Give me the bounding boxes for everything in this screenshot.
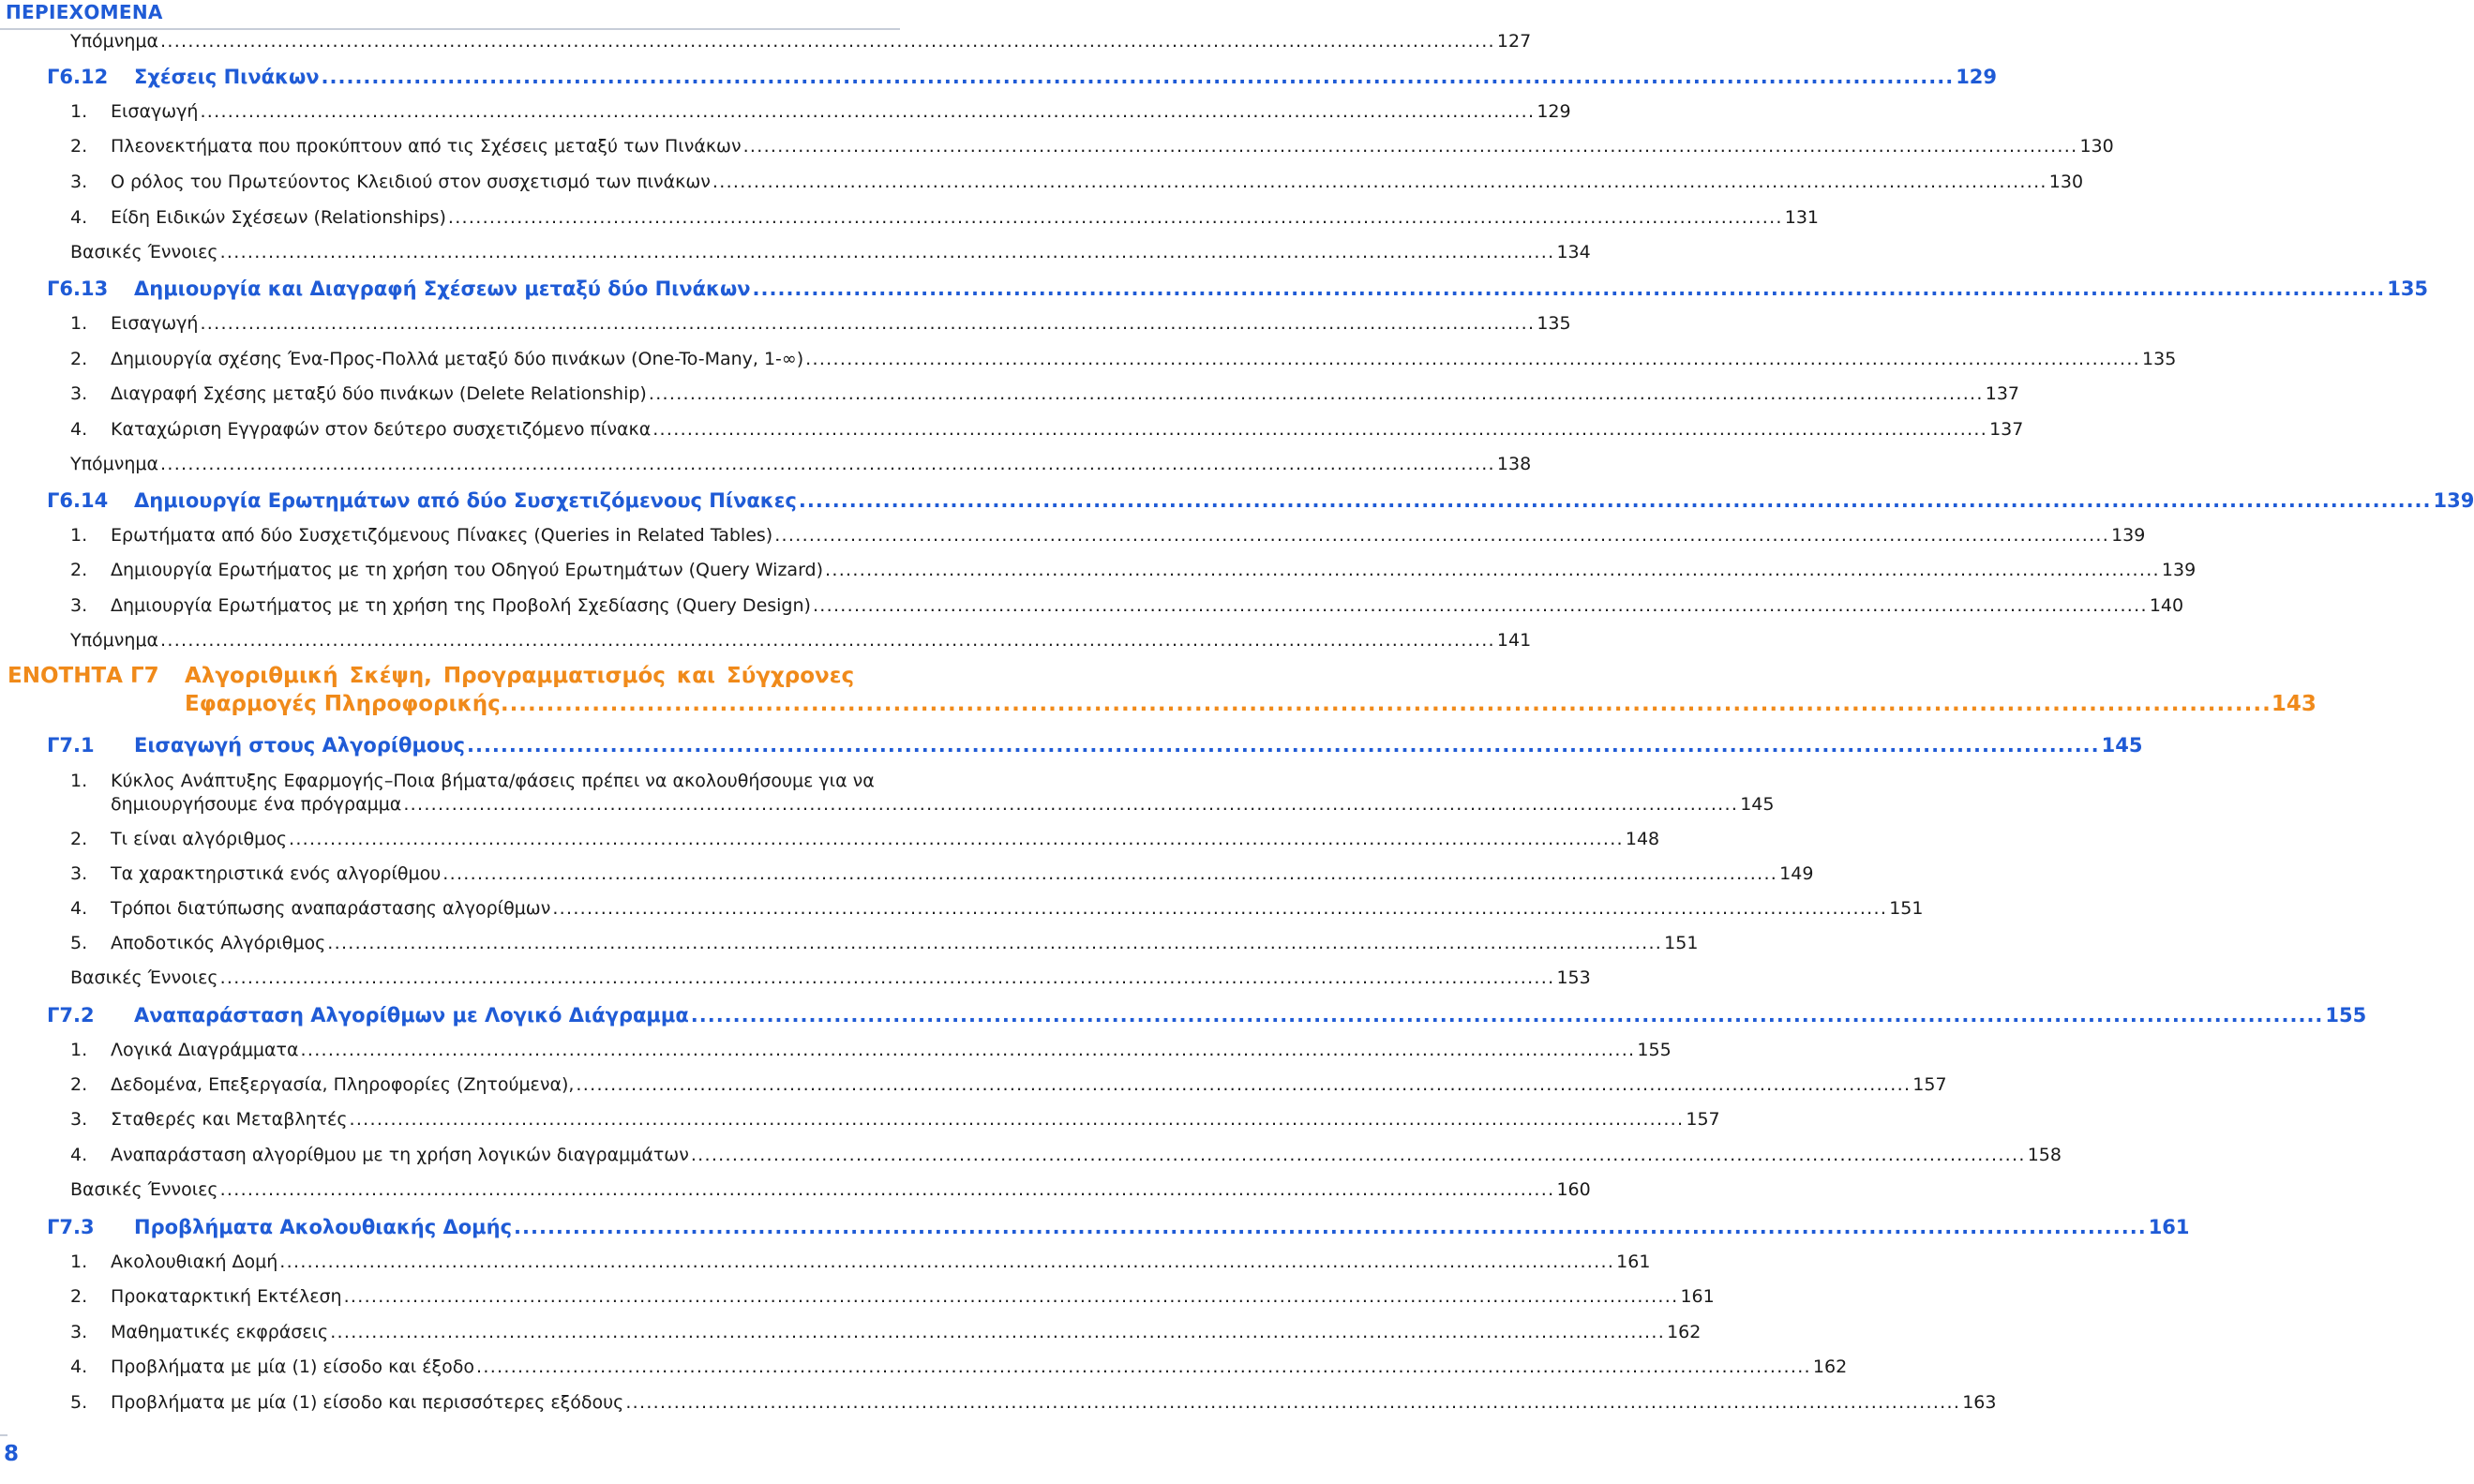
toc-item[interactable] (70, 1145, 2062, 1165)
toc-item-title: Πλεονεκτήματα που προκύπτουν από τις Σχέσεις μεταξύ των Πινάκων (111, 136, 742, 157)
toc-item-title-line2: δημιουργήσουμε ένα πρόγραμμα (111, 794, 402, 815)
toc-item[interactable] (70, 933, 1699, 953)
toc-page-number: 138 (1496, 454, 1532, 474)
toc-item[interactable] (70, 898, 1924, 919)
toc-item[interactable] (70, 1074, 1947, 1095)
leader-dots: .................................................................................................................................................................................................. (742, 136, 2078, 157)
chapter-title: Εισαγωγή στους Αλγορίθμους (134, 734, 465, 757)
toc-page-number: 139 (2161, 560, 2197, 580)
chapter-title: Δημιουργία και Διαγραφή Σχέσεων μεταξύ δύο Πινάκων (134, 277, 751, 300)
leader-dots: .................................................................................................................................................................................................. (514, 1216, 2147, 1238)
toc-item-title: Διαγραφή Σχέσης μεταξύ δύο πινάκων (Delete Relationship) (111, 383, 647, 404)
toc-page-number: 148 (1625, 829, 1660, 849)
toc-page-number: 157 (1912, 1074, 1947, 1095)
toc-item-title: Υπόμνημα (70, 31, 159, 52)
toc-page-number: 160 (1556, 1179, 1591, 1200)
leader-dots: .................................................................................................................................................................................................. (300, 1040, 1636, 1060)
toc-item-title: Βασικές Έννοιες (70, 242, 218, 262)
toc-page-number: 139 (2111, 525, 2146, 546)
leader-dots: .................................................................................................................................................................................................. (219, 242, 1555, 262)
toc-chapter-heading[interactable] (47, 734, 2143, 757)
toc-page-number: 130 (2079, 136, 2114, 157)
toc-item-number: 4. (70, 1145, 88, 1165)
toc-page-number: 135 (1537, 313, 1571, 334)
leader-dots: .................................................................................................................................................................................................. (200, 101, 1536, 122)
leader-dots: .................................................................................................................................................................................................. (160, 31, 1495, 52)
toc-item-title: Τα χαρακτηριστικά ενός αλγορίθμου (111, 863, 442, 884)
toc-item-number: 1. (70, 101, 88, 122)
unit-page-number: 143 (2271, 692, 2317, 716)
toc-page-number: 161 (1680, 1286, 1715, 1307)
toc-entry[interactable] (70, 1179, 1591, 1200)
toc-item-number: 3. (70, 1322, 88, 1342)
toc-item-number: 4. (70, 898, 88, 919)
toc-entry[interactable] (70, 630, 1532, 651)
toc-item-title: Είδη Ειδικών Σχέσεων (Relationships) (111, 207, 446, 228)
leader-dots: .................................................................................................................................................................................................. (552, 898, 1888, 919)
toc-item-title: Λογικά Διαγράμματα (111, 1040, 299, 1060)
toc-item-title: Δημιουργία σχέσης Ένα-Προς-Πολλά μεταξύ δύο πινάκων (One-To-Many, 1-∞) (111, 349, 804, 369)
leader-dots: .................................................................................................................................................................................................. (442, 863, 1778, 884)
leader-dots: .................................................................................................................................................................................................. (476, 1357, 1811, 1377)
unit-title-line1[interactable]: Αλγοριθμική Σκέψη, Προγραμματισμός και Σύγχρονες (185, 664, 855, 688)
chapter-number: Γ7.2 (47, 1004, 95, 1027)
unit-leader-dots: .................................................................................................................................................................................................. (500, 692, 2272, 716)
toc-item-number: 4. (70, 1357, 88, 1377)
toc-item-title: Ο ρόλος του Πρωτεύοντος Κλειδιού στον συσχετισμό των πινάκων (111, 172, 711, 192)
page-header (0, 0, 900, 30)
toc-item[interactable] (70, 1392, 1997, 1413)
toc-page-number: 155 (1637, 1040, 1672, 1060)
toc-item-title: Βασικές Έννοιες (70, 1179, 218, 1200)
toc-page-number: 130 (2048, 172, 2084, 192)
toc-page-number: 145 (1740, 794, 1775, 815)
chapter-number: Γ6.12 (47, 66, 109, 88)
toc-item-number: 3. (70, 172, 88, 192)
chapter-number: Γ7.3 (47, 1216, 95, 1238)
leader-dots: .................................................................................................................................................................................................. (825, 560, 2160, 580)
leader-dots: .................................................................................................................................................................................................. (279, 1252, 1615, 1272)
toc-item-title: Δημιουργία Ερωτήματος με τη χρήση του Οδηγού Ερωτημάτων (Query Wizard) (111, 560, 824, 580)
toc-page-number: 135 (2142, 349, 2177, 369)
leader-dots: .................................................................................................................................................................................................. (805, 349, 2141, 369)
leader-dots: .................................................................................................................................................................................................. (321, 66, 1955, 88)
toc-item-title: Βασικές Έννοιες (70, 967, 218, 988)
toc-item[interactable] (70, 419, 2024, 440)
toc-page-number: 135 (2387, 277, 2429, 300)
toc-entry[interactable] (70, 454, 1532, 474)
toc-item-number: 1. (70, 313, 88, 334)
toc-item-number: 5. (70, 1392, 88, 1413)
toc-item-title: Μαθηματικές εκφράσεις (111, 1322, 329, 1342)
toc-item[interactable] (70, 1252, 1651, 1272)
toc-item-title: Υπόμνημα (70, 630, 159, 651)
toc-item-number: 2. (70, 349, 88, 369)
toc-item[interactable] (70, 101, 1571, 122)
toc-item-title: Αναπαράσταση αλγορίθμου με τη χρήση λογικών διαγραμμάτων (111, 1145, 689, 1165)
leader-dots: .................................................................................................................................................................................................. (466, 734, 2100, 757)
toc-item-title: Εισαγωγή (111, 101, 199, 122)
toc-item-number: 1. (70, 525, 88, 546)
leader-dots: .................................................................................................................................................................................................. (160, 454, 1495, 474)
chapter-title: Αναπαράσταση Αλγορίθμων με Λογικό Διάγραμμα (134, 1004, 689, 1027)
toc-page-number: 161 (2148, 1216, 2190, 1238)
toc-item[interactable] (70, 349, 2177, 369)
toc-item[interactable] (70, 525, 2146, 546)
toc-page-number: 151 (1664, 933, 1699, 953)
toc-page-number: 127 (1496, 31, 1532, 52)
leader-dots: .................................................................................................................................................................................................. (648, 383, 1984, 404)
toc-item-number: 5. (70, 933, 88, 953)
toc-item[interactable] (70, 1322, 1702, 1342)
toc-item-title: Προκαταρκτική Εκτέλεση (111, 1286, 342, 1307)
leader-dots: .................................................................................................................................................................................................. (752, 277, 2386, 300)
leader-dots: .................................................................................................................................................................................................. (774, 525, 2110, 546)
toc-item-title: Ακολουθιακή Δομή (111, 1252, 278, 1272)
toc-item[interactable] (70, 1286, 1715, 1307)
toc-chapter-heading[interactable] (47, 66, 1998, 88)
toc-page-number: 137 (1985, 383, 2019, 404)
leader-dots: .................................................................................................................................................................................................. (690, 1145, 2026, 1165)
unit-title-line2-text: Εφαρμογές Πληροφορικής (185, 692, 501, 716)
toc-item-title: Σταθερές και Μεταβλητές (111, 1109, 348, 1130)
chapter-number: Γ6.14 (47, 489, 109, 512)
leader-dots: .................................................................................................................................................................................................. (576, 1074, 1912, 1095)
footer-rule (0, 1434, 7, 1436)
toc-item-number: 2. (70, 829, 88, 849)
page-number: 8 (4, 1442, 20, 1466)
leader-dots: .................................................................................................................................................................................................. (798, 489, 2432, 512)
leader-dots: .................................................................................................................................................................................................. (447, 207, 1783, 228)
toc-item-number: 4. (70, 419, 88, 440)
toc-item-title: Εισαγωγή (111, 313, 199, 334)
toc-item-number: 1. (70, 1252, 88, 1272)
page-title: ΠΕΡΙΕΧΟΜΕΝΑ (6, 1, 163, 23)
toc-item-number: 1. (70, 1040, 88, 1060)
chapter-number: Γ7.1 (47, 734, 95, 757)
toc-page-number: 137 (1989, 419, 2024, 440)
toc-item-title-line1: Κύκλος Ανάπτυξης Εφαρμογής–Ποια βήματα/φάσεις πρέπει να ακολουθήσουμε για να (111, 771, 875, 791)
chapter-title: Προβλήματα Ακολουθιακής Δομής (134, 1216, 513, 1238)
leader-dots: .................................................................................................................................................................................................. (343, 1286, 1679, 1307)
toc-item[interactable] (70, 829, 1660, 849)
leader-dots: .................................................................................................................................................................................................. (625, 1392, 1961, 1413)
toc-page-number: 153 (1556, 967, 1591, 988)
toc-item-title: Αποδοτικός Αλγόριθμος (111, 933, 326, 953)
leader-dots: .................................................................................................................................................................................................. (652, 419, 1988, 440)
leader-dots: .................................................................................................................................................................................................. (349, 1109, 1685, 1130)
toc-page-number: 149 (1779, 863, 1814, 884)
toc-page-number: 162 (1812, 1357, 1848, 1377)
leader-dots: .................................................................................................................................................................................................. (690, 1004, 2324, 1027)
toc-chapter-heading[interactable] (47, 1216, 2190, 1238)
toc-item-title: Τι είναι αλγόριθμος (111, 829, 287, 849)
toc-item-title: Προβλήματα με μία (1) είσοδο και περισσότερες εξόδους (111, 1392, 624, 1413)
toc-item-title-line2-row (111, 794, 1775, 815)
toc-item-title: Καταχώριση Εγγραφών στον δεύτερο συσχετιζόμενο πίνακα (111, 419, 652, 440)
toc-item-title: Υπόμνημα (70, 454, 159, 474)
toc-page-number: 151 (1889, 898, 1924, 919)
toc-item-title: Ερωτήματα από δύο Συσχετιζόμενους Πίνακες (Queries in Related Tables) (111, 525, 773, 546)
toc-item-number: 2. (70, 1286, 88, 1307)
toc-chapter-heading[interactable] (47, 277, 2429, 300)
toc-item-number: 1. (70, 771, 88, 791)
toc-item-title: Δημιουργία Ερωτήματος με τη χρήση της Προβολή Σχεδίασης (Query Design) (111, 595, 811, 616)
chapter-number: Γ6.13 (47, 277, 109, 300)
toc-page-number: 157 (1686, 1109, 1720, 1130)
toc-chapter-heading[interactable] (47, 489, 2474, 512)
toc-page-number: 163 (1962, 1392, 1997, 1413)
toc-item[interactable] (70, 207, 1820, 228)
toc-chapter-heading[interactable] (47, 1004, 2367, 1027)
toc-page-number: 139 (2433, 489, 2474, 512)
toc-item-number: 4. (70, 207, 88, 228)
leader-dots: .................................................................................................................................................................................................. (200, 313, 1536, 334)
toc-entry[interactable] (70, 31, 1532, 52)
toc-item[interactable] (70, 595, 2184, 616)
leader-dots: .................................................................................................................................................................................................. (330, 1322, 1666, 1342)
toc-page-number: 162 (1667, 1322, 1702, 1342)
leader-dots: .................................................................................................................................................................................................. (712, 172, 2047, 192)
toc-page-number: 141 (1496, 630, 1532, 651)
toc-item[interactable] (70, 560, 2197, 580)
toc-item-number: 3. (70, 1109, 88, 1130)
toc-item[interactable] (70, 313, 1571, 334)
toc-item[interactable] (70, 1040, 1672, 1060)
toc-page-number: 129 (1956, 66, 1998, 88)
chapter-title: Σχέσεις Πινάκων (134, 66, 320, 88)
toc-page-number: 129 (1537, 101, 1571, 122)
toc-page-number: 161 (1616, 1252, 1651, 1272)
leader-dots: .................................................................................................................................................................................................. (160, 630, 1495, 651)
chapter-title: Δημιουργία Ερωτημάτων από δύο Συσχετιζόμενους Πίνακες (134, 489, 797, 512)
toc-item-number: 2. (70, 136, 88, 157)
toc-page-number: 134 (1556, 242, 1591, 262)
unit-title-line2[interactable] (185, 692, 2317, 716)
toc-item[interactable] (70, 136, 2114, 157)
toc-item[interactable] (70, 1357, 1848, 1377)
toc-item-number: 3. (70, 863, 88, 884)
leader-dots: .................................................................................................................................................................................................. (812, 595, 2148, 616)
leader-dots: .................................................................................................................................................................................................. (289, 829, 1624, 849)
toc-item-title: Προβλήματα με μία (1) είσοδο και έξοδο (111, 1357, 475, 1377)
toc-entry[interactable] (70, 967, 1591, 988)
leader-dots: .................................................................................................................................................................................................. (219, 967, 1555, 988)
toc-item-title: Τρόποι διατύπωσης αναπαράστασης αλγορίθμων (111, 898, 551, 919)
toc-item[interactable] (70, 1109, 1720, 1130)
toc-page-number: 145 (2101, 734, 2143, 757)
toc-page-number: 158 (2027, 1145, 2062, 1165)
toc-page-number: 131 (1784, 207, 1820, 228)
toc-item-number: 2. (70, 1074, 88, 1095)
toc-page-number: 155 (2325, 1004, 2367, 1027)
leader-dots: .................................................................................................................................................................................................. (219, 1179, 1555, 1200)
toc-item[interactable] (70, 172, 2084, 192)
toc-item[interactable] (70, 863, 1814, 884)
toc-item-number: 3. (70, 595, 88, 616)
unit-code[interactable]: ΕΝΟΤΗΤΑ Γ7 (7, 664, 159, 688)
toc-item-number: 3. (70, 383, 88, 404)
toc-item-title: Δεδομένα, Επεξεργασία, Πληροφορίες (Ζητούμενα), (111, 1074, 575, 1095)
leader-dots: .................................................................................................................................................................................................. (403, 794, 1739, 815)
leader-dots: .................................................................................................................................................................................................. (327, 933, 1663, 953)
toc-item-number: 2. (70, 560, 88, 580)
toc-page-number: 140 (2149, 595, 2184, 616)
toc-item[interactable] (70, 383, 2019, 404)
toc-entry[interactable] (70, 242, 1591, 262)
